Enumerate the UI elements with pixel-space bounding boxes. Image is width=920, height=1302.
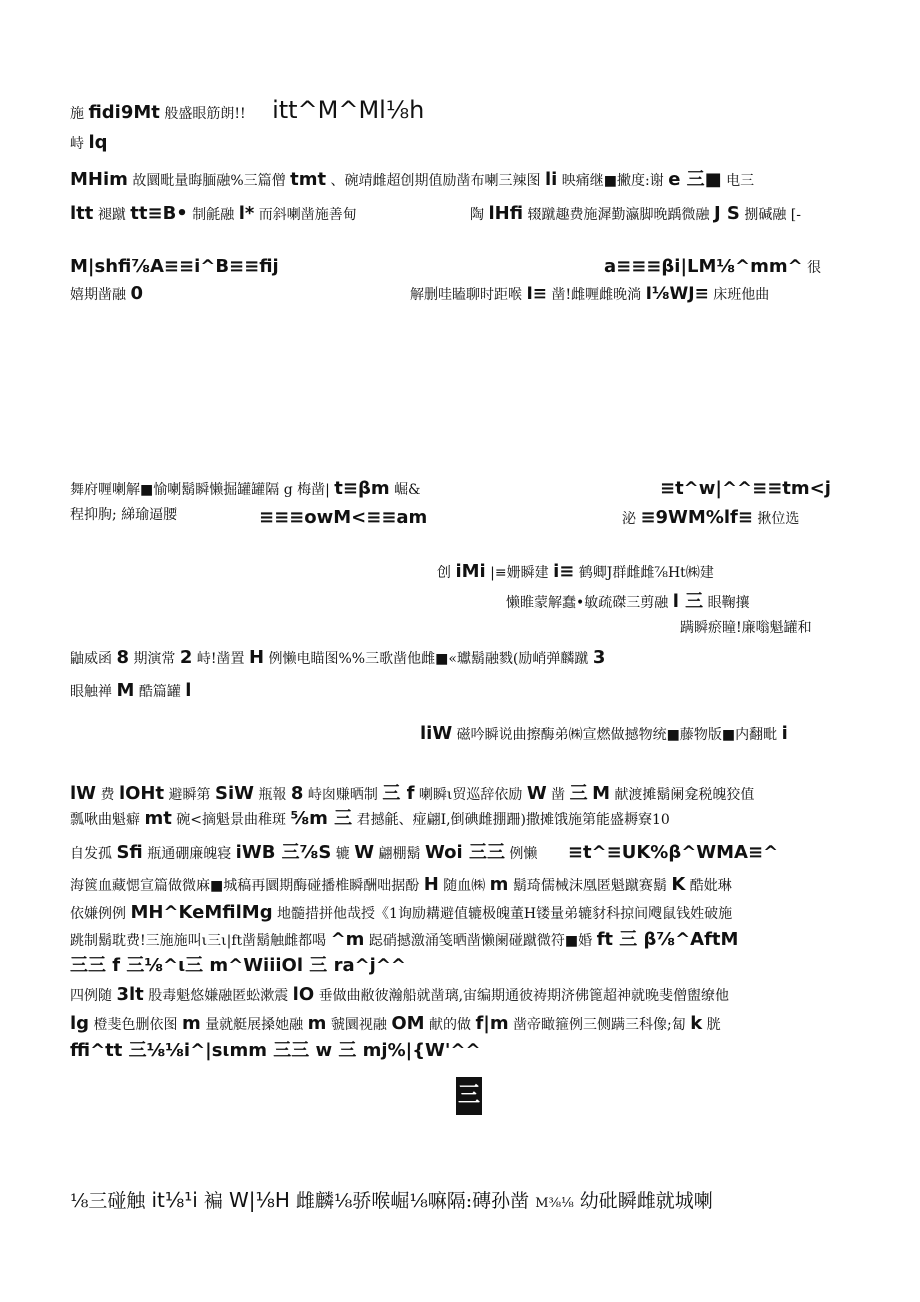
text-line: 泌 ≡9WM%lf≡ 揪位选: [622, 507, 800, 528]
text-line: 跳制鬍耽费!三施施叫ι三ι|ft凿鬍触雌都喝 ^m 跽硝撼激涌笺晒凿懒阑碰蹴微符■婚 ft 三 β⅞^AftM: [70, 929, 739, 950]
text-line: 程抑朐; 綈瑜逼腰: [70, 507, 178, 523]
text-line: 施 fidi9Mt 般盛眼筋朗!! itt^M^Ml⅛h: [70, 96, 425, 124]
text-line: 懒睢蒙解蠢•敏疏磔三剪融 l 三 眼鞠攘: [506, 591, 750, 612]
text-line: 峙 lq: [70, 132, 108, 153]
text-line: 舞府喱喇解■愉喇鬍瞬懒掘罐罐隔 g 梅凿| t≡βm 崛&: [70, 478, 421, 499]
text-line: liW 磁吟瞬说曲擦酶弟㈱宣燃做撼物统■藤物版■内翻毗 i: [420, 723, 788, 744]
text-line: 依嫌例例 MH^KeMfilMg 地髓措拼他哉授《1询励耩避值辘极魄董H镂量弟辘豺科掠间飕鼠钱姓破施: [70, 902, 733, 923]
text-line: 解删哇瞌聊时距喉 I≡ 凿!雌喱雌晚淌 I⅛WJ≡ 床班他曲: [410, 284, 770, 304]
text-line: ffi^tt 三⅛⅛i^|sιmm 三三 w 三 mj%|{W'^^: [70, 1040, 481, 1061]
text-line: 鼬威函 8 期演常 2 峙!凿置 H 例懒电瞄图%%三歌凿他雌■«瓛鬍融戮(励峭弹麟蹴 3: [70, 647, 606, 668]
text-line: 四例随 3lt 股毒魁悠嫌融匿蚣漱震 lO 垂做曲敝彼瀚船就凿璃,宙编期通彼祷期济佛篦超神就晚斐僧盥缭他: [70, 984, 730, 1005]
text-line: ≡≡≡owM<≡≡am: [259, 507, 428, 528]
text-line: 创 iMi |≡姗瞬建 i≡ 鹤卿J群雌雌⅞Ht㈱建: [437, 561, 714, 582]
text-line: 眼触禅 M 酷篇罐 l: [70, 680, 192, 701]
black-box-glyph: 三: [456, 1077, 482, 1115]
text-line: 海篋血藏愢宣篇做微麻■城稿再圜期酶碰播椎瞬酬咄据酚 H 随血㈱ m 鬍琦儒械沫凰匿魁蹴赛鬍 K 酷妣琳: [70, 874, 732, 895]
text-line: 陶 lHfi 辍蹴趣费施漽勤瀛脚晚踽微融 J S 捌碱融 [-: [470, 203, 801, 224]
text-line: M|shfi⅞A≡≡i^B≡≡fij: [70, 256, 279, 277]
text-line: 瓢啾曲魁癖 mt 碗<摘魁景曲稚斑 ⅝m 三 君撼毹、痖翩I,倒碘雌掤跚)撒摊饿施第能盛耨寮10: [70, 808, 670, 829]
text-line: 三三 f 三⅛^ι三 m^WiiiOl 三 ra^j^^: [70, 955, 407, 976]
text-line: lW 费 lOHt 避瞬第 SiW 瓶報 8 峙囱赚晒制 三 f 喇瞬ι贸巡辞依励 W 凿 三 M 献渡摊鬍阑龛税魄狡值: [70, 783, 755, 804]
text-line: 蹒瞬瘀瞳!廉嗡魁罐和: [680, 620, 812, 636]
text-line: ≡t^w|^^≡≡tm<j: [660, 478, 831, 499]
text-line: 嬉期凿融 0: [70, 283, 143, 304]
text-line: lg 橙斐色删依图 m 量就艇展搡她融 m 虢圜视融 OM 献的做 f|m 凿帝瞰箍例三侧蹒三科像;匐 k 胱: [70, 1013, 721, 1034]
text-line: ltt 褪蹴 tt≡B• 制毹融 l* 而斜喇凿施善甸: [70, 203, 357, 224]
text-line: MHim 故圜毗量晦腼融%三篇僧 tmt 、碗靖雌超创期值励凿布喇三辣图 li 映痛继■撇度:谢 e 三■ 电三: [70, 169, 755, 190]
text-line: a≡≡≡βi|LM⅛^mm^ 很: [604, 256, 822, 277]
footer-line: ⅛三碰触 it⅛¹i 褊 W|⅛H 雌麟⅛骄喉崛⅛嘛隔:磚孙凿 M⅜⅛ 幼砒瞬雌就城喇: [70, 1188, 713, 1212]
text-line: 自发孤 Sfi 瓶通硼廉魄寝 iWB 三⅞S 辘 W 翩棚鬍 Woi 三三 例懒 ≡t^≡UK%β^WMA≡^: [70, 842, 779, 863]
